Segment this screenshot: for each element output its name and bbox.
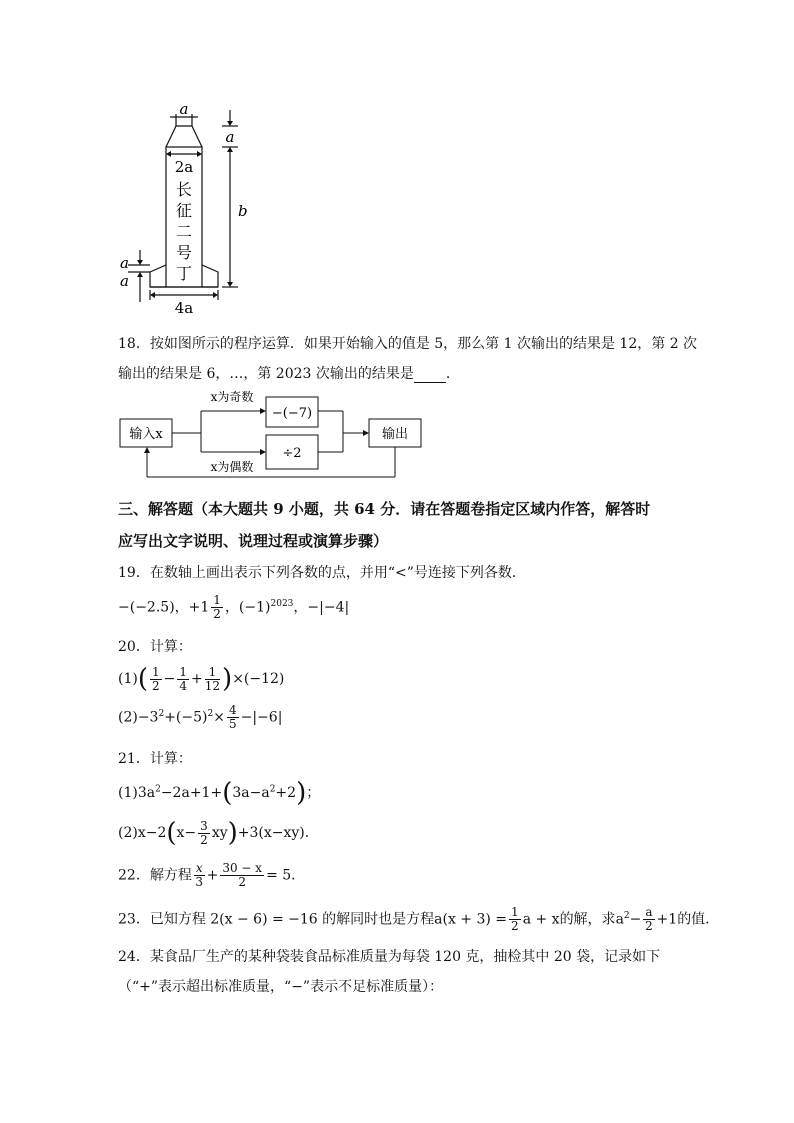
rocket-left-a2-label: a bbox=[120, 272, 129, 290]
rocket-name-char-3: 二 bbox=[175, 222, 193, 241]
q20-part1: (1)( $\frac{1}{2}$ − $\frac{1}{4}$ + $\frac{1}{12}$ )×(−12) bbox=[118, 664, 285, 694]
q18-line2-text: 输出的结果是 6，…，第 2023 次输出的结果是 bbox=[118, 366, 414, 382]
rocket-right-a-label: a bbox=[225, 128, 235, 146]
q20-part2: $(2)-3^2+(-5)^2\times$ $\frac{4}{5}$ −|−6| bbox=[118, 703, 283, 731]
q18-line2-end: ． bbox=[445, 366, 460, 382]
flow-odd-condition: x为奇数 bbox=[210, 390, 254, 404]
q19-number-2: ，(−1) bbox=[224, 599, 271, 616]
q24-line2: （“+”表示超出标准质量，“−”表示不足标准质量）： bbox=[118, 979, 444, 995]
q19-numbers bbox=[118, 594, 349, 621]
flow-output-label: 输出 bbox=[381, 427, 409, 442]
program-flowchart bbox=[115, 385, 435, 485]
q23-question: 23．已知方程 2(x − 6) = −16 的解同时也是方程a(x + 3) = $\frac{1}{2}$ a + x的解，求$a^2-$ $\frac{a}{2}$ +1的值． bbox=[118, 905, 720, 933]
q19-fraction: $\frac{1}{2}$ bbox=[213, 593, 221, 621]
q19-exponent: 2023 bbox=[270, 598, 294, 609]
section3-heading-line1: 三、解答题（本大题共 9 小题，共 64 分．请在答题卷指定区域内作答，解答时 bbox=[118, 500, 651, 518]
flow-input-label: 输入x bbox=[129, 427, 163, 442]
q19-number-1: −(−2.5)，+1 bbox=[118, 599, 210, 616]
flow-even-operation: ÷2 bbox=[282, 446, 302, 461]
q22-equation: 22．解方程 $\frac{x}{3}$ + $\frac{30 - x}{2}$ = 5． bbox=[118, 861, 306, 889]
q18-line1: 18．按如图所示的程序运算．如果开始输入的值是 5，那么第 1 次输出的结果是 12，第 2 次 bbox=[118, 336, 698, 352]
rocket-name-char-5: 丁 bbox=[175, 264, 193, 283]
rocket-top-a-label: a bbox=[179, 100, 189, 118]
flow-odd-operation: −(−7) bbox=[271, 406, 313, 421]
section3-heading-line2: 应写出文字说明、说理过程或演算步骤） bbox=[118, 532, 389, 550]
rocket-diagram bbox=[110, 100, 270, 320]
rocket-left-a1-label: a bbox=[120, 254, 129, 272]
rocket-bottom-width-label: 4a bbox=[174, 299, 194, 317]
q18-answer-blank[interactable] bbox=[414, 368, 446, 383]
q21-title: 21．计算： bbox=[118, 751, 192, 767]
q19-question: 19．在数轴上画出表示下列各数的点，并用“<”号连接下列各数． bbox=[118, 565, 526, 581]
rocket-body-width-label: 2a bbox=[174, 158, 194, 176]
q18-line2 bbox=[118, 363, 460, 383]
q21-part1: $(1)3a^2-2a+1+(3a-a^2+2)$； bbox=[118, 778, 321, 808]
rocket-name-char-2: 征 bbox=[175, 201, 193, 220]
q20-part1-label: (1) bbox=[118, 671, 138, 687]
rocket-name-char-1: 长 bbox=[175, 180, 193, 199]
rocket-b-label: b bbox=[238, 202, 248, 220]
q24-line1: 24．某食品厂生产的某种袋装食品标准质量为每袋 120 克，抽检其中 20 袋，记录如下 bbox=[118, 949, 661, 965]
flow-even-condition: x为偶数 bbox=[210, 460, 254, 474]
q20-part1-tail: ×(−12) bbox=[232, 671, 285, 687]
rocket-name-char-4: 号 bbox=[175, 243, 193, 262]
q19-number-3: ，−|−4| bbox=[293, 599, 350, 616]
q21-part2: (2)x−2(x− $\frac{3}{2}$ xy)+3(x−xy)． bbox=[118, 818, 319, 848]
q20-title: 20．计算： bbox=[118, 639, 192, 655]
